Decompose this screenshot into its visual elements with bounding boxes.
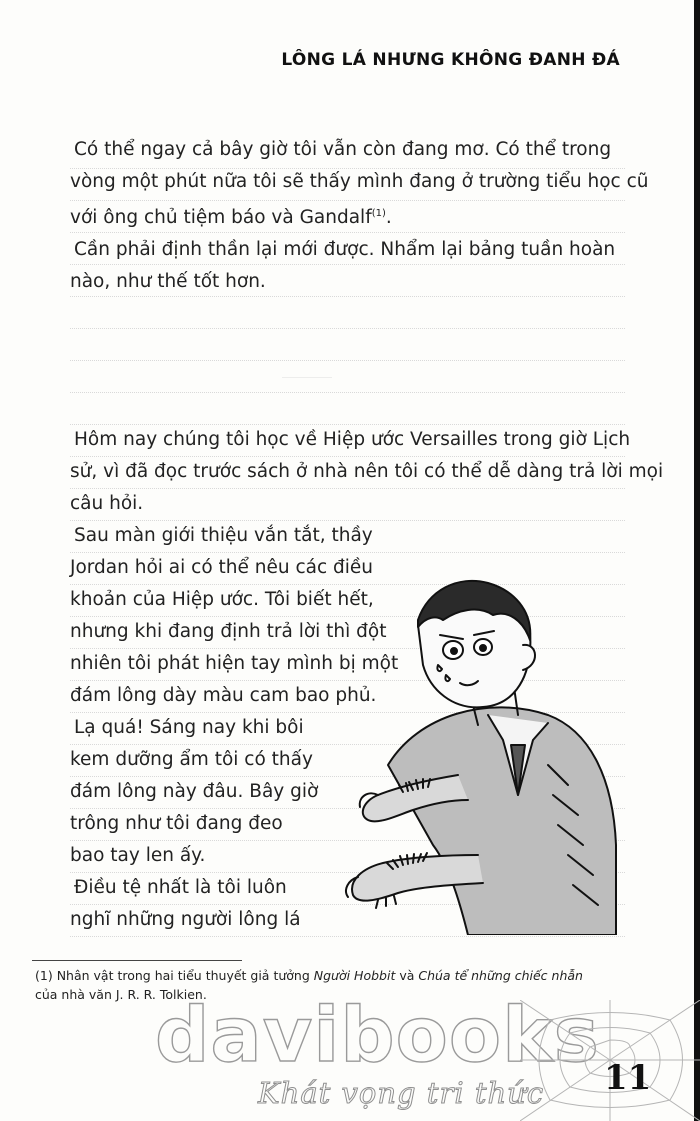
body-line: Hôm nay chúng tôi học về Hiệp ước Versailles trong giờ Lịch xyxy=(74,429,631,450)
body-line: Cần phải định thần lại mới được. Nhẩm lại bảng tuần hoàn xyxy=(74,239,616,261)
body-line: Lạ quá! Sáng nay khi bôi xyxy=(74,717,304,738)
footnote-text: Nhân vật trong hai tiểu thuyết giả tưởng xyxy=(56,968,314,983)
footnote-ref: (1) xyxy=(371,208,386,219)
boy-illustration xyxy=(318,565,618,935)
footnote-title: Người Hobbit xyxy=(313,968,396,983)
body-line: Jordan hỏi ai có thể nêu các điều xyxy=(70,557,374,578)
body-line: nhiên tôi phát hiện tay mình bị một xyxy=(70,653,399,674)
footnote-rule xyxy=(32,960,242,961)
paragraph-block-1 xyxy=(70,134,648,298)
running-header: LÔNG LÁ NHƯNG KHÔNG ĐANH ĐÁ xyxy=(281,50,620,70)
body-line: Điều tệ nhất là tôi luôn xyxy=(74,877,287,898)
body-line: nào, như thế tốt hơn. xyxy=(70,271,266,293)
footnote-text: của nhà văn J. R. R. Tolkien. xyxy=(35,987,207,1002)
page-number: 11 xyxy=(604,1058,652,1098)
watermark-tagline: Khát vọng tri thức xyxy=(258,1076,545,1110)
body-line-text: với ông chủ tiệm báo và Gandalf xyxy=(70,207,372,229)
body-line: với ông chủ tiệm báo và Gandalf$^{(1)}$. xyxy=(70,207,392,229)
footnote-text: và xyxy=(395,968,419,983)
body-line: bao tay len ấy. xyxy=(70,845,206,866)
body-line: vòng một phút nữa tôi sẽ thấy mình đang ở trường tiểu học cũ xyxy=(70,171,649,192)
page-edge xyxy=(694,0,700,1121)
footnote-marker: (1) xyxy=(35,968,53,983)
footnote-title: Chúa tể những chiếc nhẫn xyxy=(418,968,583,983)
body-line: sử, vì đã đọc trước sách ở nhà nên tôi có thể dễ dàng trả lời mọi xyxy=(70,461,664,482)
body-line: nghĩ những người lông lá xyxy=(70,909,301,930)
body-line: trông như tôi đang đeo xyxy=(70,813,283,834)
section-separator xyxy=(282,377,332,382)
body-line: đám lông dày màu cam bao phủ. xyxy=(70,685,377,706)
body-line: đám lông này đâu. Bây giờ xyxy=(70,781,319,802)
body-line: kem dưỡng ẩm tôi có thấy xyxy=(70,749,313,770)
body-line: Có thể ngay cả bây giờ tôi vẫn còn đang mơ. Có thể trong xyxy=(74,139,612,160)
body-line: Sau màn giới thiệu vắn tắt, thầy xyxy=(74,525,373,546)
body-line: câu hỏi. xyxy=(70,493,144,514)
watermark-brand: davibooks xyxy=(155,990,600,1079)
body-line: khoản của Hiệp ước. Tôi biết hết, xyxy=(70,589,374,610)
body-line: nhưng khi đang định trả lời thì đột xyxy=(70,621,387,642)
